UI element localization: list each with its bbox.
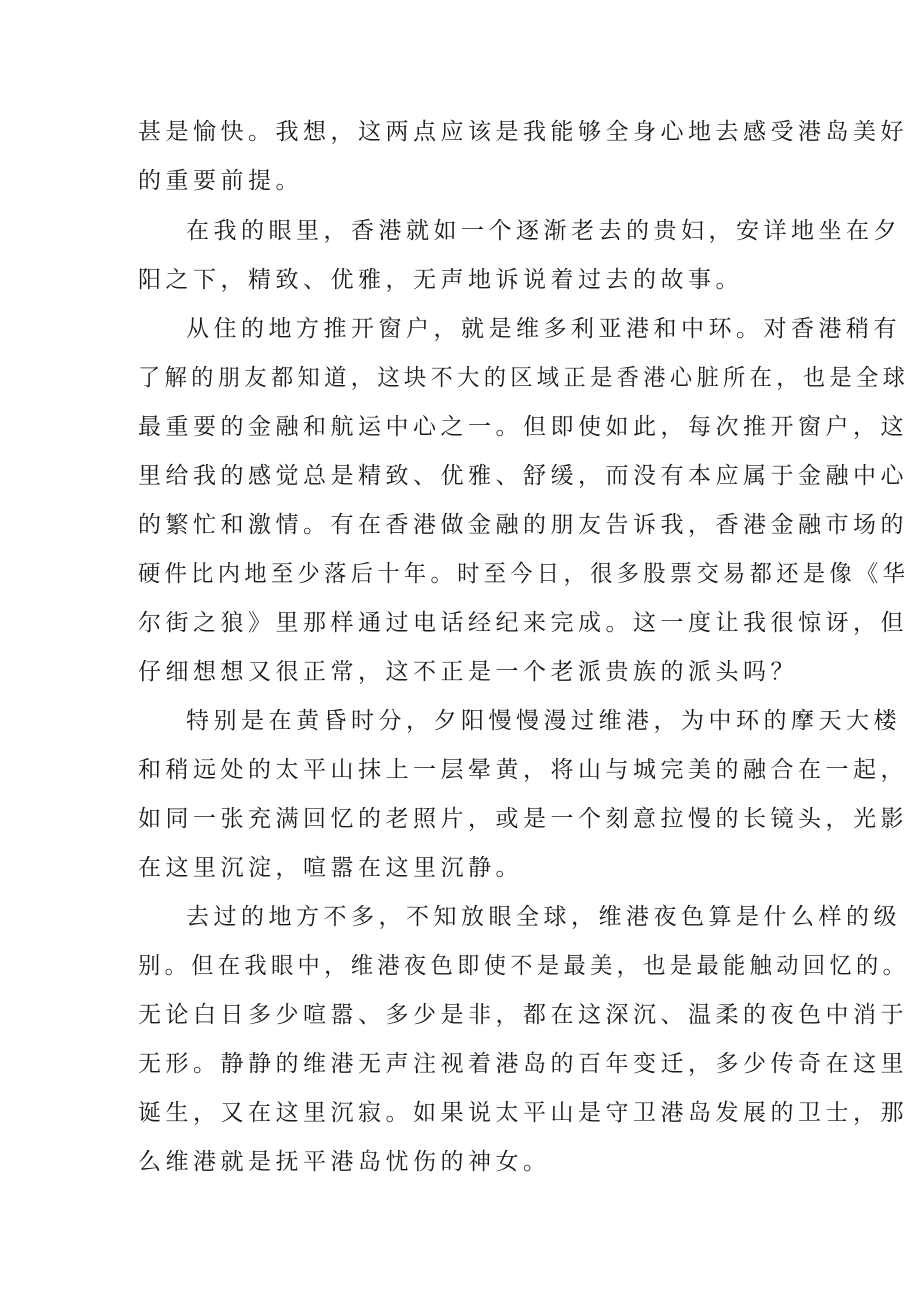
text-line: 里给我的感觉总是精致、优雅、舒缓，而没有本应属于金融中心: [138, 463, 908, 489]
text-line: 阳之下，精致、优雅，无声地诉说着过去的故事。: [138, 267, 743, 293]
text-line: 无论白日多少喧嚣、多少是非，都在这深沉、温柔的夜色中消于: [138, 1002, 908, 1028]
text-line: 的重要前提。: [138, 168, 303, 194]
text-line: 和稍远处的太平山抹上一层晕黄，将山与城完美的融合在一起，: [138, 757, 908, 783]
text-line: 甚是愉快。我想，这两点应该是我能够全身心地去感受港岛美好: [138, 119, 908, 145]
text-line: 么维港就是抚平港岛忧伤的神女。: [138, 1149, 551, 1175]
paragraph-first-line: 去过的地方不多，不知放眼全球，维港夜色算是什么样的级: [186, 904, 901, 930]
text-line: 在这里沉淀，喧嚣在这里沉静。: [138, 855, 523, 881]
paragraph-first-line: 在我的眼里，香港就如一个逐渐老去的贵妇，安详地坐在夕: [186, 218, 901, 244]
text-line: 无形。静静的维港无声注视着港岛的百年变迁，多少传奇在这里: [138, 1051, 908, 1077]
text-line: 硬件比内地至少落后十年。时至今日，很多股票交易都还是像《华: [138, 561, 910, 587]
text-line: 的繁忙和激情。有在香港做金融的朋友告诉我，香港金融市场的: [138, 512, 908, 538]
text-line: 仔细想想又很正常，这不正是一个老派贵族的派头吗？: [138, 659, 798, 685]
text-line: 了解的朋友都知道，这块不大的区域正是香港心脏所在，也是全球: [138, 365, 910, 391]
text-line: 诞生，又在这里沉寂。如果说太平山是守卫港岛发展的卫士，那: [138, 1100, 908, 1126]
text-line: 尔街之狼》里那样通过电话经纪来完成。这一度让我很惊讶，但: [138, 610, 908, 636]
paragraph-first-line: 特别是在黄昏时分，夕阳慢慢漫过维港，为中环的摩天大楼: [186, 708, 901, 734]
text-line: 别。但在我眼中，维港夜色即使不是最美，也是最能触动回忆的。: [138, 953, 910, 979]
paragraph-first-line: 从住的地方推开窗户，就是维多利亚港和中环。对香港稍有: [186, 316, 901, 342]
text-line: 如同一张充满回忆的老照片，或是一个刻意拉慢的长镜头，光影: [138, 806, 908, 832]
text-line: 最重要的金融和航运中心之一。但即使如此，每次推开窗户，这: [138, 414, 908, 440]
